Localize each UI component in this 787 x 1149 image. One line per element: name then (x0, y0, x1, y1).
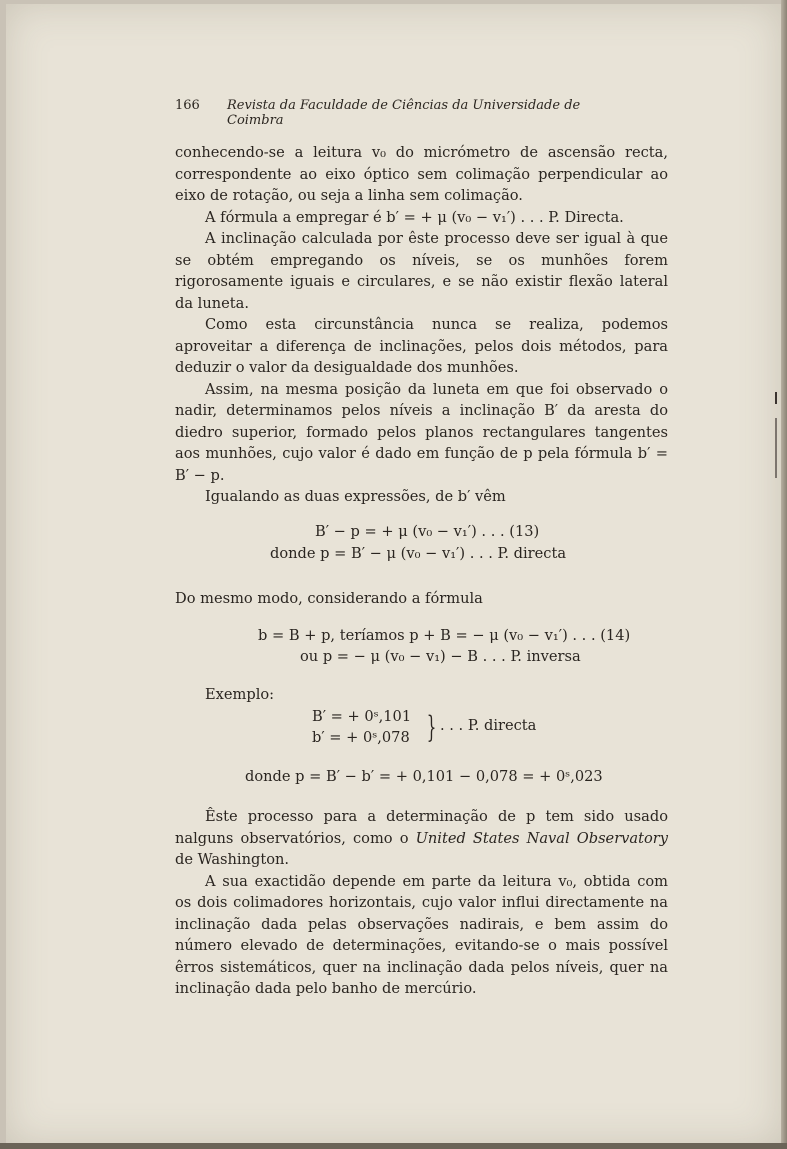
example-value: b′ = + 0ˢ,078 (312, 729, 410, 746)
paragraph: conhecendo-se a leitura v₀ do micrómetro de ascensão recta, correspondente ao eixo óptico sem colimação perpendicular ao eixo de rotação, ou seja a linha sem colimação. (175, 144, 668, 204)
formula-result: donde p = B′ − b′ = + 0,101 − 0,078 = + 0ˢ,023 (245, 768, 603, 785)
body-text-middle (175, 588, 668, 610)
paragraph (175, 806, 668, 871)
paragraph: A fórmula a empregar é b′ = + μ (v₀ − v₁′) . . . P. Directa. (205, 208, 624, 226)
example-values (312, 706, 411, 748)
page-number: 166 (175, 98, 200, 113)
running-header (175, 98, 625, 128)
example-tail: . . . P. directa (440, 717, 537, 734)
observatory-name: United States Naval Observatory (415, 829, 668, 847)
example-label: Exemplo: (205, 686, 275, 703)
paragraph-text: de Washington. (175, 851, 290, 868)
paragraph: Igualando as duas expressões, de b′ vêm (205, 488, 506, 505)
paragraph: Do mesmo modo, considerando a fórmula (175, 590, 483, 607)
formula-14: b = B + p, teríamos p + B = − μ (v₀ − v₁′) . . . (14) (258, 627, 631, 644)
margin-mark (775, 418, 777, 478)
margin-mark (775, 392, 777, 404)
page-bottom-edge (0, 1143, 787, 1149)
journal-title: Revista da Faculdade de Ciências da Universidade de Coimbra (227, 98, 581, 128)
paragraph: Como esta circunstância nunca se realiza, podemos aproveitar a diferença de inclinações, pelos dois métodos, para deduzir o valor da desigualdade dos munhões. (175, 316, 668, 376)
paragraph: Assim, na mesma posição da luneta em que foi observado o nadir, determinamos pelos níveis a inclinação B′ da aresta do diedro superior, formado pelos planos rectangulares tangentes aos munhões, cujo valor é dado em função de p pela fórmula b′ = B′ − p. (175, 380, 668, 484)
formula-13: B′ − p = + μ (v₀ − v₁′) . . . (13) (315, 523, 540, 540)
paragraph: A sua exactidão depende em parte da leitura v₀, obtida com os dois colimadores horizontais, cujo valor influi directamente na inclinação dada pelas observações nadirais, e bem assim do número elevado de determinações, evitando-se o mais possível êrros sistemáticos, quer na inclinação dada pelos níveis, quer na inclinação dada pelo banho de mercúrio. (175, 872, 668, 997)
paragraph-text: Êste processo para a determinação de p tem sido usado nalguns observatórios, como o (175, 808, 668, 847)
example-value: B′ = + 0ˢ,101 (312, 708, 412, 725)
body-text-upper (175, 142, 668, 508)
page-edge (781, 0, 787, 1149)
brace-icon: } (426, 710, 437, 745)
body-text-lower (175, 806, 668, 1000)
paragraph: A inclinação calculada por êste processo deve ser igual à que se obtém empregando os níveis, se os munhões forem rigorosamente iguais e circulares, e se não existir flexão lateral da luneta. (175, 230, 668, 312)
formula-direct: donde p = B′ − μ (v₀ − v₁′) . . . P. directa (270, 545, 567, 562)
formula-inverse: ou p = − μ (v₀ − v₁) − B . . . P. inversa (300, 648, 581, 665)
